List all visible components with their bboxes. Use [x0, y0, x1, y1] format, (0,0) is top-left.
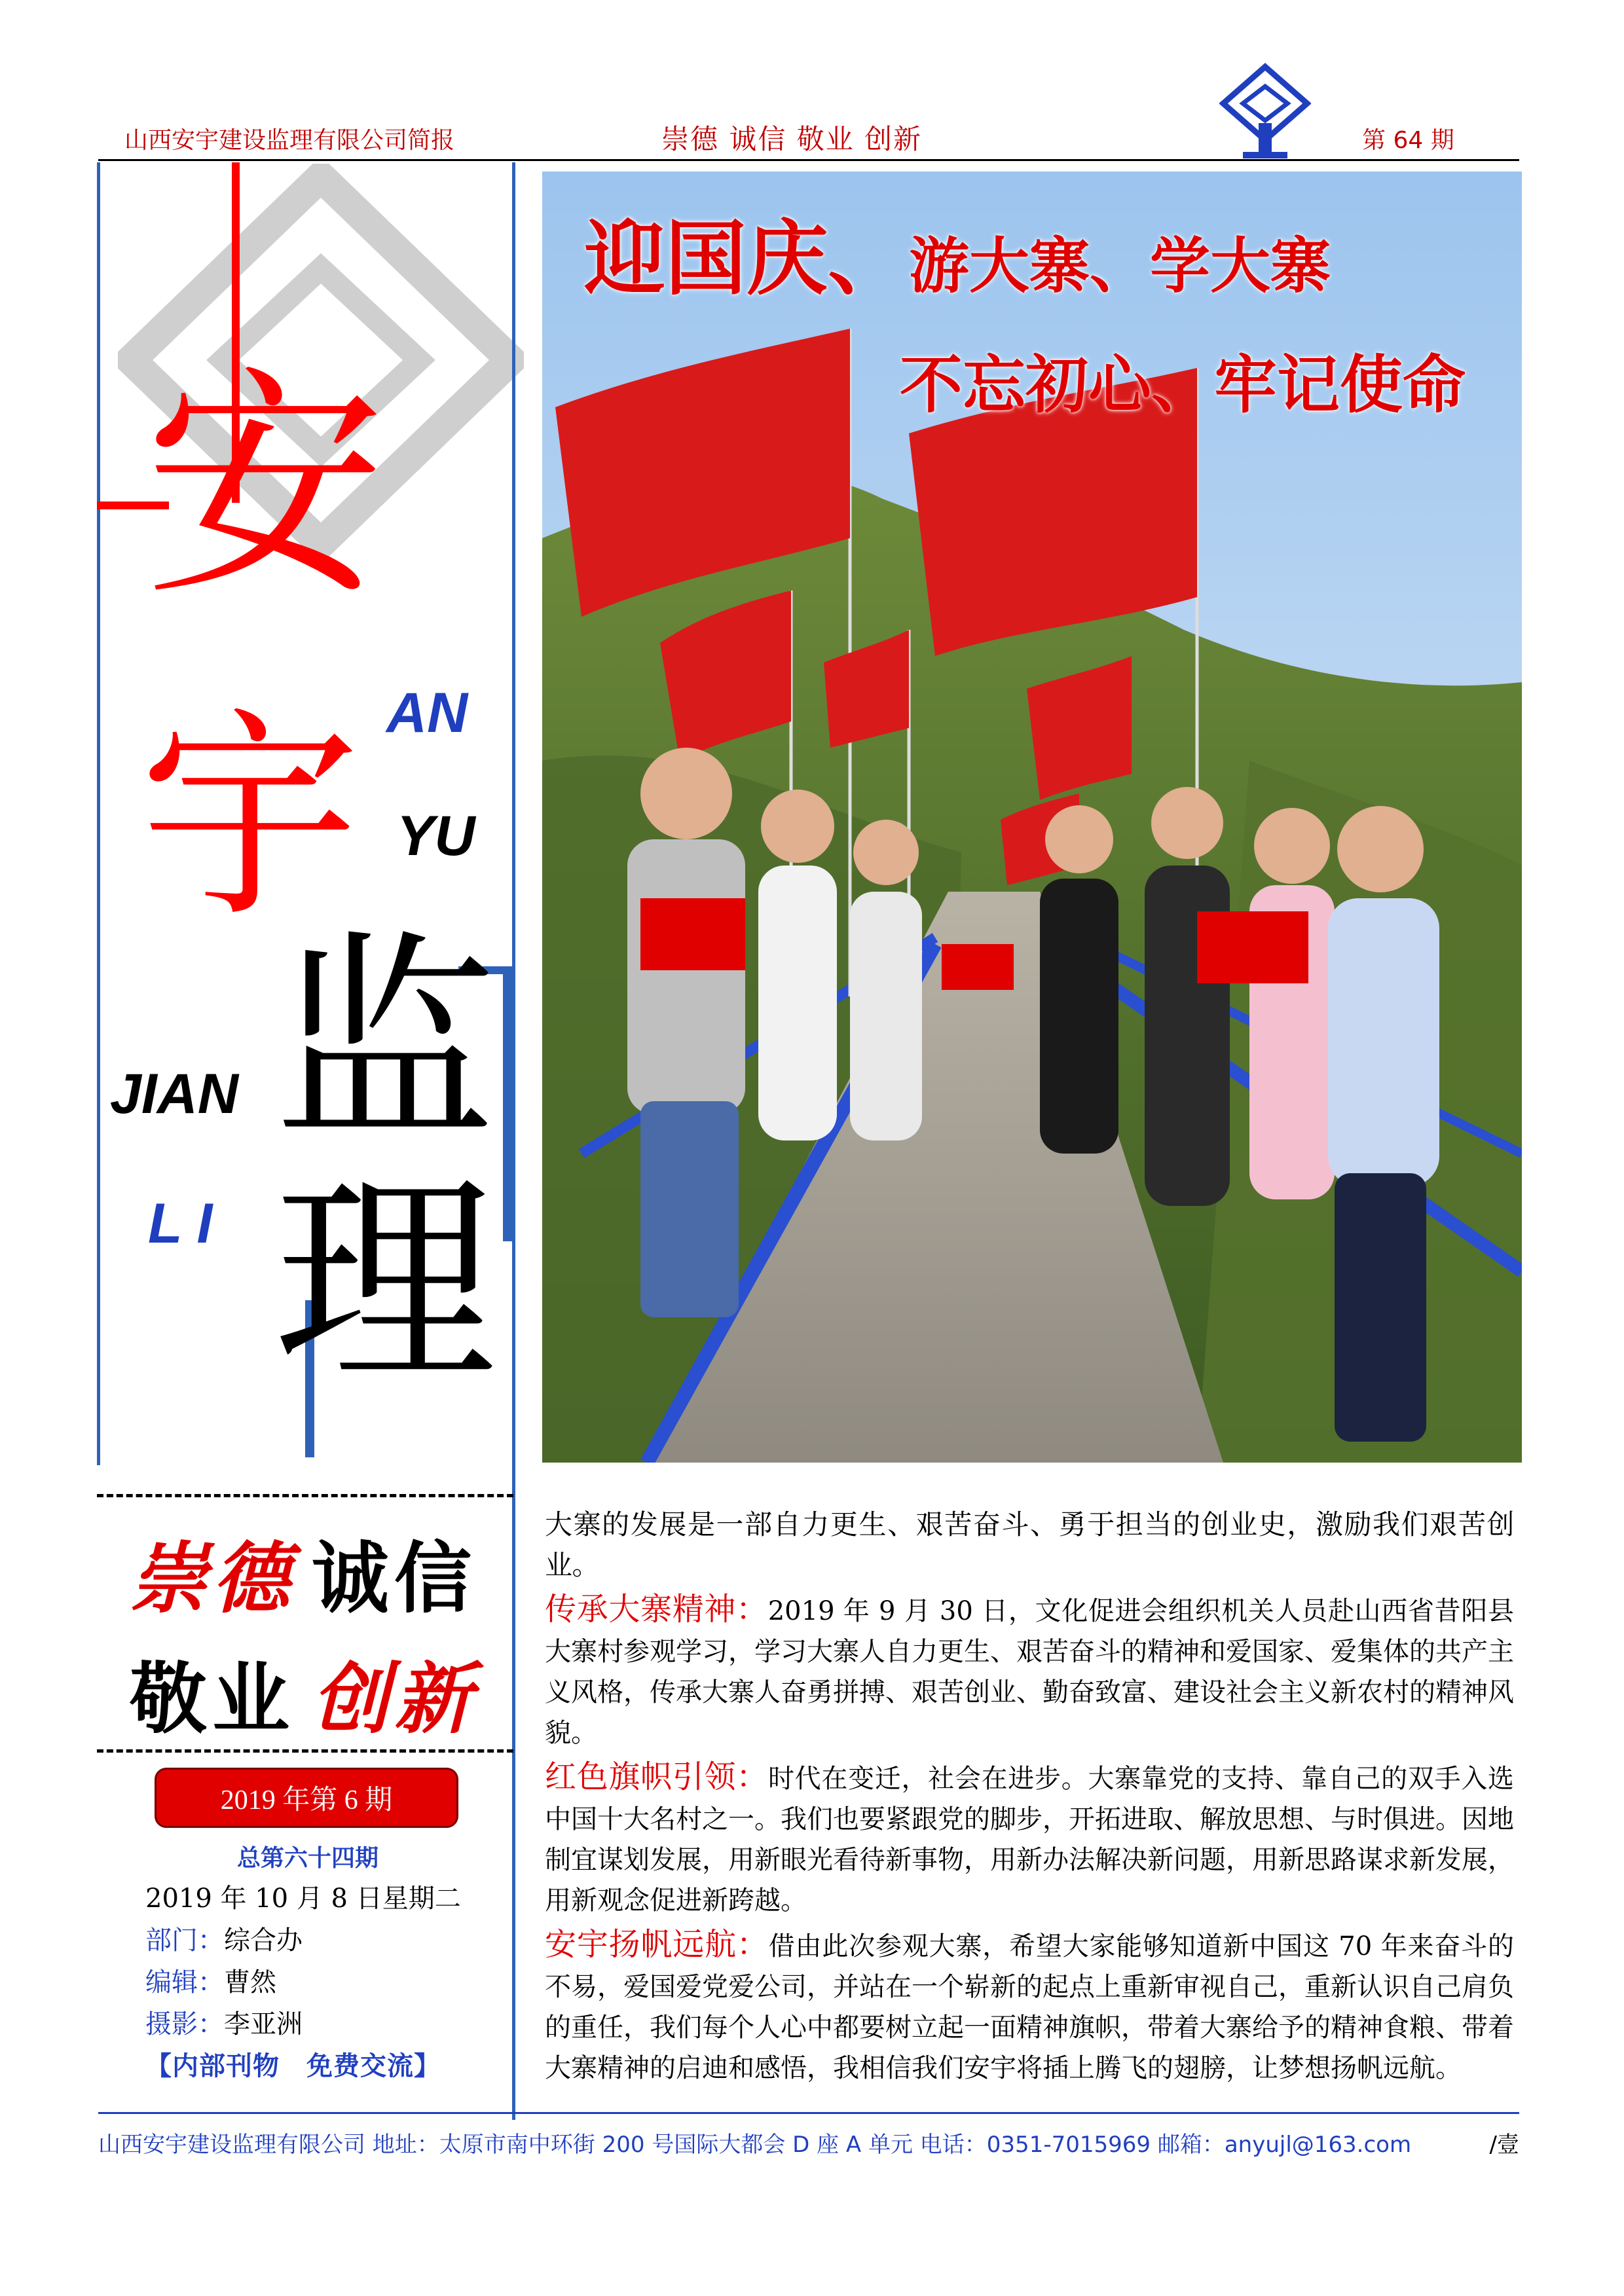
section-set-sail-title: 安宇扬帆远航： — [545, 1927, 769, 1962]
section-heritage — [545, 1590, 1514, 1753]
footer-contact — [98, 2126, 1526, 2159]
article-body — [545, 1504, 1514, 2088]
newsletter-name: 山西安宇建设监理有限公司简报 — [124, 127, 455, 154]
photographer-row — [145, 2011, 303, 2037]
dept-row — [145, 1927, 303, 1954]
pinyin-an: AN — [386, 682, 468, 744]
blue-accent-right — [503, 966, 512, 1241]
motto-chongde: 崇德 — [130, 1533, 295, 1624]
frame-line-left — [97, 162, 100, 1465]
photographer-label: 摄影： — [145, 2009, 224, 2039]
headline-part-a: 迎国庆、 — [584, 214, 910, 304]
motto-chengxin: 诚信 — [312, 1533, 477, 1624]
dept-label: 部门： — [145, 1925, 224, 1956]
section-red-flag-text: 时代在变迁，社会在进步。大寨靠党的支持、靠自己的双手入选中国十大名村之一。我们也要紧跟党的脚步，开拓进取、解放思想、与时俱进。因地制宜谋划发展，用新眼光看待新事物，用新办法解决新问题，用新思路谋求新发展，用新观念促进新跨越。 — [545, 1764, 1514, 1916]
photographer-value: 李亚洲 — [224, 2009, 303, 2039]
editor-row — [145, 1969, 276, 1995]
motto-divider-top — [97, 1494, 513, 1497]
internal-notice: 【内部刊物 免费交流】 — [145, 2050, 441, 2081]
issue-badge: 2019 年第 6 期 — [155, 1768, 458, 1828]
headline-line-2: 不忘初心、牢记使命 — [900, 350, 1466, 420]
section-red-flag — [545, 1757, 1514, 1921]
pinyin-jian: JIAN — [110, 1063, 238, 1125]
company-logo-icon — [1219, 63, 1311, 161]
headline-line-1 — [584, 194, 1331, 310]
frame-line-right — [512, 162, 515, 2120]
editor-label: 编辑： — [145, 1967, 224, 1997]
group-photo — [542, 172, 1522, 1463]
section-set-sail — [545, 1925, 1514, 2088]
issue-date: 2019 年 10 月 8 日星期二 — [145, 1884, 461, 1914]
editor-value: 曹然 — [224, 1967, 276, 1997]
footer-divider — [98, 2112, 1519, 2114]
dept-value: 综合办 — [224, 1925, 303, 1956]
issue-total: 总第六十四期 — [236, 1844, 378, 1872]
motto-divider-bottom — [97, 1749, 513, 1753]
masthead-yu: 宇 — [139, 689, 361, 948]
issue-number: 第 64 期 — [1362, 127, 1454, 154]
header-divider — [98, 159, 1519, 161]
masthead-an: 安 — [144, 347, 386, 629]
footer-text: 山西安宇建设监理有限公司 地址：太原市南中环街 200 号国际大都会 D 座 A 单元 电话：0351-7015969 邮箱：anyujl@163.com — [98, 2132, 1412, 2158]
article-lead: 大寨的发展是一部自力更生、艰苦奋斗、勇于担当的创业史，激励我们艰苦创业。 — [545, 1509, 1514, 1580]
motto-chuangxin: 创新 — [312, 1653, 477, 1744]
corporate-values: 崇德 诚信 敬业 创新 — [661, 123, 923, 155]
section-heritage-title: 传承大寨精神： — [545, 1592, 768, 1627]
page-number: /壹 — [1489, 2132, 1519, 2158]
masthead-li: 理 — [274, 1154, 496, 1413]
section-set-sail-text: 借由此次参观大寨，希望大家能够知道新中国这 70 年来奋斗的不易，爱国爱党爱公司，并站在一个崭新的起点上重新审视自己，重新认识自己肩负的重任，我们每个人心中都要树立起一面精神旗帜，带着大寨给予的精神食粮、带着大寨精神的启迪和感悟，我相信我们安宇将插上腾飞的翅膀，让梦想扬帆远航。 — [545, 1931, 1514, 2083]
pinyin-yu: YU — [397, 805, 475, 867]
masthead-jian: 监 — [274, 911, 496, 1171]
pinyin-li: LI — [148, 1192, 227, 1255]
headline-part-b: 游大寨、学大寨 — [909, 233, 1331, 300]
section-red-flag-title: 红色旗帜引领： — [545, 1760, 768, 1795]
motto-jingye: 敬业 — [130, 1653, 295, 1744]
section-heritage-text: 2019 年 9 月 30 日，文化促进会组织机关人员赴山西省昔阳县大寨村参观学习，学习大寨人自力更生、艰苦奋斗的精神和爱国家、爱集体的共产主义风格，传承大寨人奋勇拼搏、艰苦创业、勤奋致富、建设社会主义新农村的精神风貌。 — [545, 1596, 1514, 1748]
